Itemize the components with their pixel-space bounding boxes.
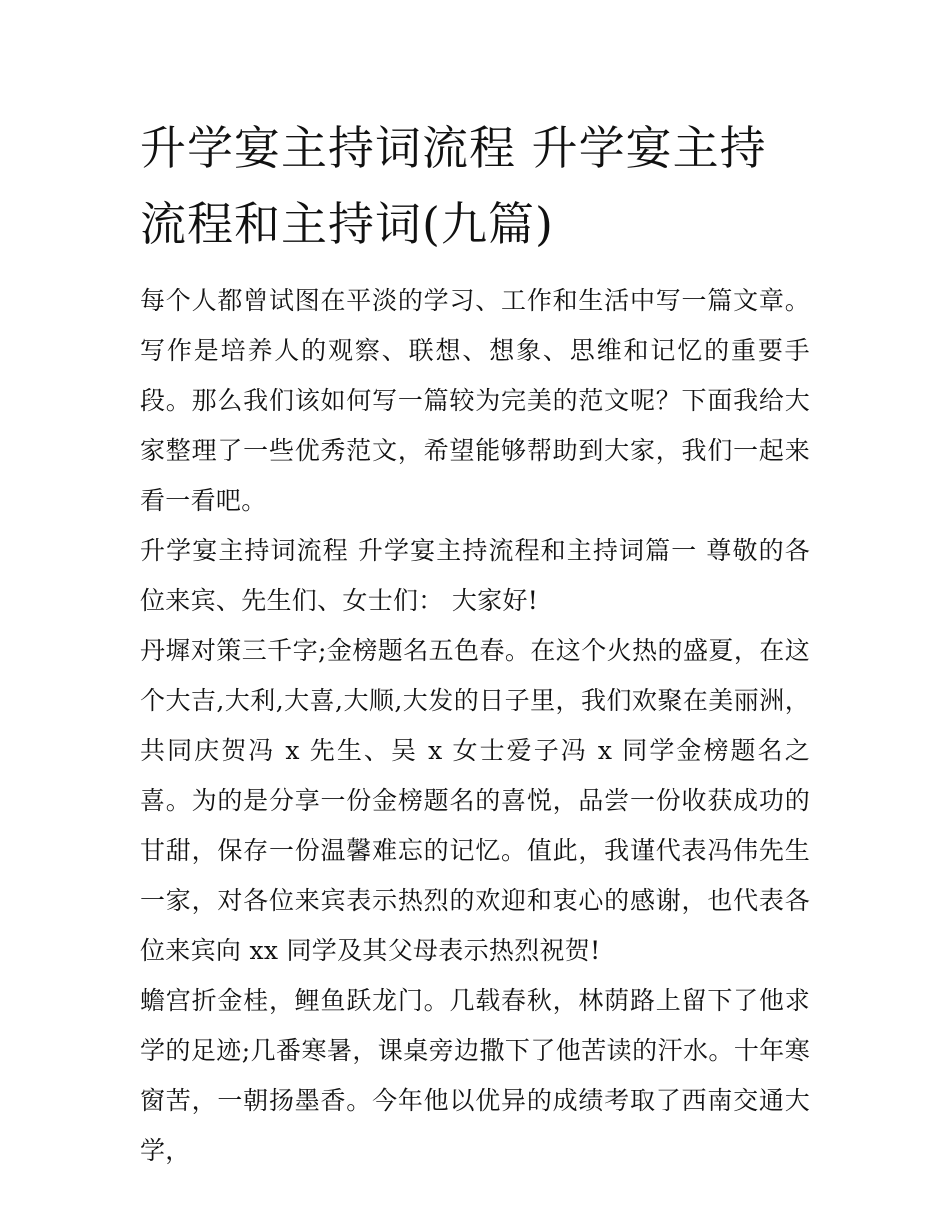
greeting-paragraph: 升学宴主持词流程 升学宴主持流程和主持词篇一 尊敬的各位来宾、先生们、女士们： 大家好! bbox=[140, 536, 810, 615]
document-title: 升学宴主持词流程 升学宴主持流程和主持词(九篇) bbox=[140, 121, 767, 251]
body-paragraph: 蟾宫折金桂，鲤鱼跃龙门。几载春秋，林荫路上留下了他求学的足迹;几番寒暑，课桌旁边撒下了他苦读的汗水。十年寒窗苦，一朝扬墨香。今年他以优异的成绩考取了西南交通大学， bbox=[140, 986, 810, 1165]
intro-paragraph: 每个人都曾试图在平淡的学习、工作和生活中写一篇文章。写作是培养人的观察、联想、想象、思维和记忆的重要手段。那么我们该如何写一篇较为完美的范文呢？下面我给大家整理了一些优秀范文，希望能够帮助到大家，我们一起来看一看吧。 bbox=[140, 286, 810, 515]
body-paragraph: 丹墀对策三千字;金榜题名五色春。在这个火热的盛夏，在这个大吉,大利,大喜,大顺,大发的日子里，我们欢聚在美丽洲，共同庆贺冯 x 先生、吴 x 女士爱子冯 x 同学金榜题名之喜。为的是分享一份金榜题名的喜悦，品尝一份收获成功的甘甜，保存一份温馨难忘的记忆。值此，我谨代表冯伟先生一家，对各位来宾表示热烈的欢迎和衷心的感谢，也代表各位来宾向 xx 同学及其父母表示热烈祝贺! bbox=[140, 636, 810, 965]
